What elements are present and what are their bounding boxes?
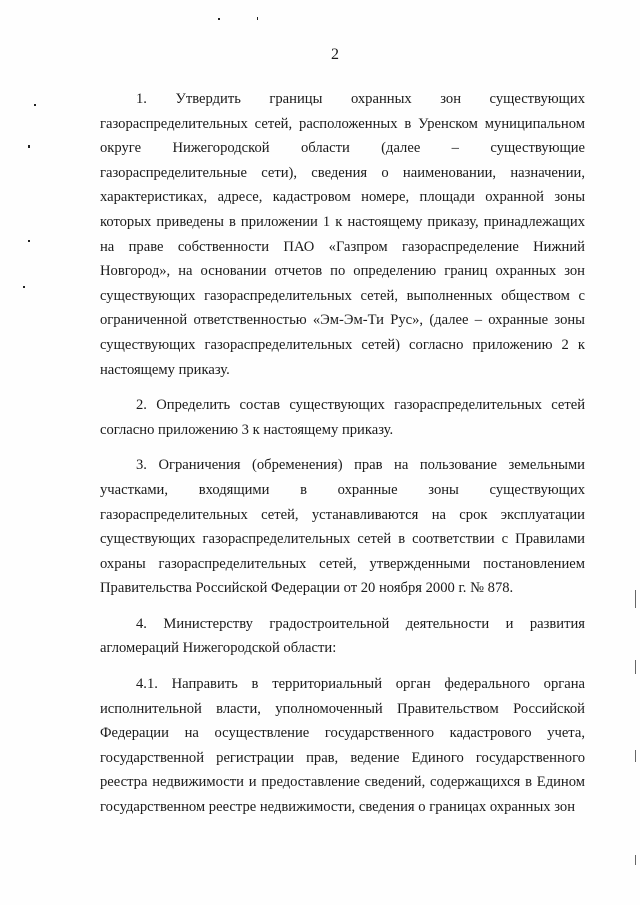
scan-speck — [218, 18, 220, 20]
paragraph-4: 4. Министерству градостроительной деятельности и развития агломераций Нижегородской области: — [100, 615, 585, 657]
scan-speck — [257, 17, 258, 20]
paragraph-3: 3. Ограничения (обременения) прав на пользование земельными участками, входящими в охранные зоны существующих газораспределительных сетей, устанавливаются на срок эксплуатации существующих газораспределительных сетей в соответствии с Правилами охраны газораспределительных сетей, утвержденными постановлением Правительства Российской Федерации от 20 ноября 2000 г. № 878. — [100, 457, 585, 597]
document-body — [100, 87, 585, 820]
scan-edge-line — [635, 750, 636, 762]
paragraph-2: 2. Определить состав существующих газораспределительных сетей согласно приложению 3 к настоящему приказу. — [100, 397, 585, 438]
scan-speck — [34, 104, 36, 106]
scan-edge-line — [635, 590, 636, 608]
scan-edge-line — [635, 660, 636, 674]
scan-speck — [28, 240, 30, 242]
page-number: 2 — [331, 46, 339, 63]
paragraph-4-1: 4.1. Направить в территориальный орган федерального органа исполнительной власти, уполномоченный Правительством Российской Федерации на осуществление государственного кадастрового учета, государственной регистрации прав, ведение Единого государственного реестра недвижимости и предоставление сведений, содержащихся в Едином государственном реестре недвижимости, сведения о границах охранных зон — [100, 676, 585, 816]
scan-edge-line — [635, 855, 636, 865]
scan-speck — [28, 145, 30, 148]
paragraph-1: 1. Утвердить границы охранных зон существующих газораспределительных сетей, расположенных в Уренском муниципальном округе Нижегородской области (далее – существующие газораспределительные сети), сведения о наименовании, назначении, характеристиках, адресе, кадастровом номере, площади охранной зоны которых приведены в приложении 1 к настоящему приказу, принадлежащих на праве собственности ПАО «Газпром газораспределение Нижний Новгород», на основании отчетов по определению границ охранных зон существующих газораспределительных сетей, выполненных обществом с ограниченной ответственностью «Эм-Эм-Ти Рус», (далее – охранные зоны существующих газораспределительных сетей) согласно приложению 2 к настоящему приказу. — [100, 91, 585, 378]
scan-speck — [23, 286, 25, 288]
